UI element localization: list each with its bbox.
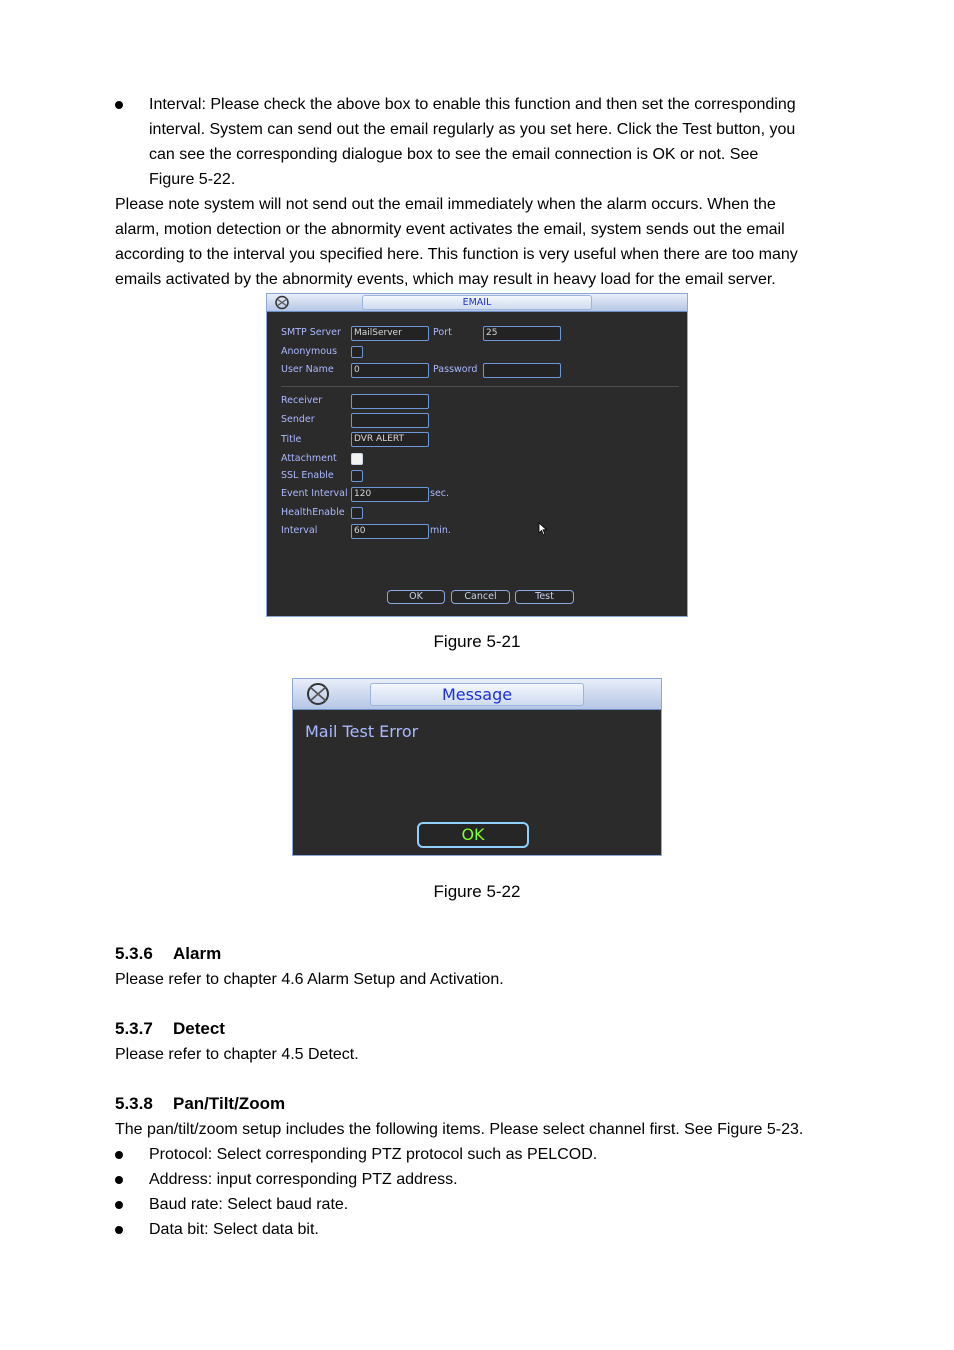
receiver-label: Receiver [281, 395, 323, 406]
message-titlebar [293, 679, 661, 710]
user-name-input[interactable]: 0 [351, 363, 429, 378]
heading-detect: 5.3.7 Detect [115, 1019, 225, 1038]
detect-body: Please refer to chapter 4.5 Detect. [115, 1046, 359, 1063]
bullet-text: Interval: Please check the above box to enable this function and then set the corresponding interval. System can send out the email regularly as you set here. Click the Test button, you can see the corresponding dialogue box to see the email connection is OK or not. See Figure 5-22. [149, 96, 796, 188]
figure-caption-5-21: Figure 5-21 [433, 632, 521, 651]
anonymous-checkbox[interactable] [351, 346, 363, 358]
message-title: Message [370, 683, 584, 706]
event-interval-label: Event Interval [281, 488, 348, 499]
ok-button[interactable]: OK [387, 590, 445, 604]
interval-input[interactable]: 60 [351, 524, 429, 539]
user-name-label: User Name [281, 364, 334, 375]
attachment-label: Attachment [281, 453, 337, 464]
mouse-cursor-icon [538, 522, 548, 536]
message-ok-button[interactable]: OK [417, 822, 529, 848]
port-label: Port [433, 327, 452, 338]
min-unit-label: min. [430, 525, 451, 536]
dvr-logo-icon [273, 295, 291, 310]
bullet-dot [115, 1176, 123, 1184]
health-enable-label: HealthEnable [281, 507, 345, 518]
title-input[interactable]: DVR ALERT [351, 432, 429, 447]
note-paragraph: Please note system will not send out the email immediately when the alarm occurs. When the alarm, motion detection or the abnormity event activates the email, system sends out the email according to the interval you specified here. This function is very useful when there are too many emails activated by the abnormity events, which may result in heavy load for the email server. [115, 196, 798, 288]
heading-alarm: 5.3.6 Alarm [115, 944, 222, 963]
cancel-button[interactable]: Cancel [451, 590, 510, 604]
heading-ptz: 5.3.8 Pan/Tilt/Zoom [115, 1094, 286, 1113]
bullet-dot [115, 1151, 123, 1159]
email-titlebar [267, 294, 687, 312]
ptz-body: The pan/tilt/zoom setup includes the following items. Please select channel first. See Figure 5-23. [115, 1121, 804, 1138]
ssl-enable-checkbox[interactable] [351, 470, 363, 482]
attachment-checkbox[interactable] [351, 453, 363, 465]
anonymous-label: Anonymous [281, 346, 338, 357]
sec-unit-label: sec. [430, 488, 450, 499]
test-button[interactable]: Test [515, 590, 574, 604]
message-window [292, 678, 662, 856]
email-title: EMAIL [362, 295, 592, 310]
alarm-body: Please refer to chapter 4.6 Alarm Setup and Activation. [115, 971, 504, 988]
password-input[interactable] [483, 363, 561, 378]
bullet-dot [115, 101, 123, 109]
smtp-server-label: SMTP Server [281, 327, 341, 338]
sender-input[interactable] [351, 413, 429, 428]
bullet-dot [115, 1201, 123, 1209]
health-enable-checkbox[interactable] [351, 507, 363, 519]
port-input[interactable]: 25 [483, 326, 561, 341]
title-label: Title [281, 434, 302, 445]
event-interval-input[interactable]: 120 [351, 487, 429, 502]
smtp-server-input[interactable]: MailServer [351, 326, 429, 341]
receiver-input[interactable] [351, 394, 429, 409]
message-text: Mail Test Error [305, 722, 419, 741]
password-label: Password [433, 364, 478, 375]
sender-label: Sender [281, 414, 315, 425]
figure-caption-5-22: Figure 5-22 [433, 882, 521, 901]
dvr-logo-icon [303, 681, 333, 707]
divider [281, 386, 679, 387]
ssl-enable-label: SSL Enable [281, 470, 334, 481]
bullet-dot [115, 1226, 123, 1234]
interval-label: Interval [281, 525, 318, 536]
email-window [266, 293, 688, 617]
